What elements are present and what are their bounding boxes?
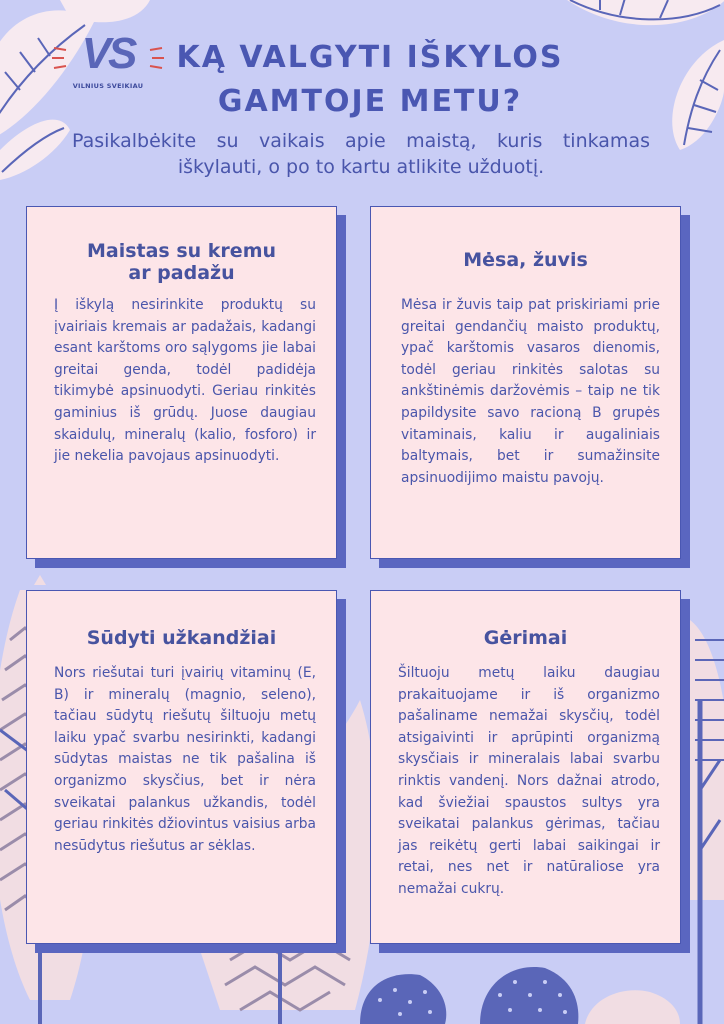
card-title-line1: Maistas su kremu xyxy=(86,240,277,262)
card-title xyxy=(47,240,316,284)
card-body: Šiltuoju metų laiku daugiau prakaituojame ir iš organizmo pašaliname nemažai skysčių, todėl atsigaivinti ir aprūpinti organizmą skysčiais ir mineralais labai svarbu rinktis vandenį. Nors dažnai atrodo, kad šviežiai spaustos sultys yra sveikatai palankus gėrimas, tačiau jas reikėtų gerti labai saikingai ir retai, nes net ir natūraliose yra nemažai cukrų. xyxy=(398,665,660,897)
card-salty-snacks xyxy=(26,590,337,944)
card-meat-fish xyxy=(370,206,681,559)
card-body: Nors riešutai turi įvairių vitaminų (E, B) ir mineralų (magnio, seleno), tačiau sūdytų riešutų šiltuoju metų laiku ypač svarbu nesirinkti, kadangi sūdytas maistas ne tik pašalina iš organizmo skysčius, bet ir nėra sveikatai palankus užkandis, todėl geriau rinkitės džiovintus vaisius arba nesūdytus riešutus ar sėklas. xyxy=(54,665,316,854)
card-title-line2: ar padažu xyxy=(128,262,235,284)
card-body: Į iškylą nesirinkite produktų su įvairiais kremais ar padažais, kadangi esant karštoms oro sąlygoms jie labai greitai genda, todėl padidėja tikimybė apsinuodyti. Geriau rinkitės gaminius iš grūdų. Juose daugiau skaidulų, mineralų (kalio, fosforo) ir jie nekelia pavojaus apsinuodyti. xyxy=(54,297,316,465)
logo xyxy=(52,28,164,104)
logo-subtitle: VILNIUS SVEIKIAU xyxy=(72,82,144,90)
page-title xyxy=(170,36,570,124)
card-title: Gėrimai xyxy=(483,627,568,649)
logo-mark: VS xyxy=(81,29,135,78)
page-title-line1: KĄ VALGYTI IŠKYLOS xyxy=(176,40,564,75)
card-title: Mėsa, žuvis xyxy=(463,249,588,271)
page-title-line2: GAMTOJE METU? xyxy=(217,84,523,119)
tree-bottom-right-icon xyxy=(690,620,724,1024)
card-body: Mėsa ir žuvis taip pat priskiriami prie greitai gendančių maisto produktų, ypač karštomis vasaros dienomis, todėl geriau rinkitės salotas su ankštinėmis daržovėmis – taip ne tik papildysite savo racioną B grupės vitaminais, kaliu ir augaliniais baltymais, bet ir sumažinsite apsinuodijimo maistu pavojų. xyxy=(401,297,660,486)
card-drinks xyxy=(370,590,681,944)
card-cream-sauce xyxy=(26,206,337,559)
triangle-icon xyxy=(34,575,46,585)
card-title: Sūdyti užkandžiai xyxy=(86,627,277,649)
bush-dotted-icon xyxy=(360,967,680,1024)
page-subtitle: Pasikalbėkite su vaikais apie maistą, kuris tinkamas iškylauti, o po to kartu atlikite užduotį. xyxy=(72,130,650,178)
